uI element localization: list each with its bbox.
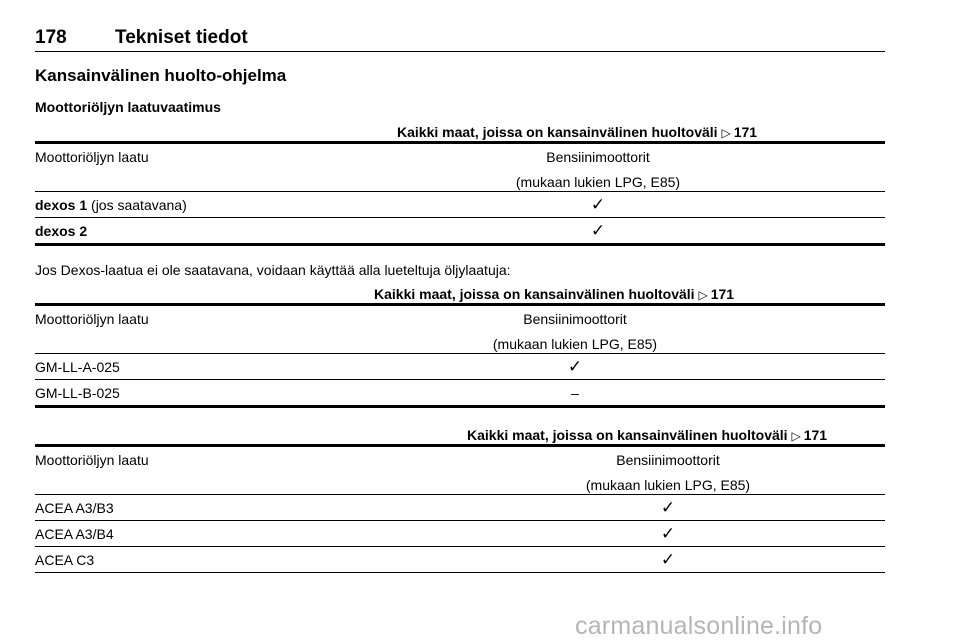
oil-grade: dexos 2 (35, 223, 88, 239)
oil-quality-table-acea (35, 424, 885, 573)
check-icon: ✓ (660, 550, 676, 569)
oil-grade: ACEA A3/B3 (35, 500, 114, 516)
column-header-petrol-engines: Bensiinimoottorit (mukaan lukien LPG, E85) (585, 452, 751, 493)
check-icon: ✓ (660, 524, 676, 543)
table-row (35, 495, 885, 520)
page-reference[interactable]: 171 (733, 124, 758, 140)
arrow-right-icon: ▷ (791, 429, 801, 443)
table-row (35, 380, 885, 405)
column-header-oil-quality: Moottoriöljyn laatu (35, 149, 149, 165)
table-row (35, 192, 885, 217)
oil-grade: ACEA C3 (35, 552, 95, 568)
dash-value: – (571, 385, 579, 401)
table-top-header (35, 424, 885, 444)
alternative-oils-note: Jos Dexos-laatua ei ole saatavana, voidaan käyttää alla lueteltuja öljylaatuja: (35, 262, 511, 278)
column-header-petrol-engines: Bensiinimoottorit (mukaan lukien LPG, E85) (515, 149, 681, 190)
table-header-row (35, 306, 885, 353)
check-icon: ✓ (567, 357, 583, 376)
check-icon: ✓ (590, 221, 606, 240)
section-title: Kansainvälinen huolto-ohjelma (35, 66, 287, 85)
table-top-header-label: Kaikki maat, joissa on kansainvälinen huoltoväli ▷ 171 (374, 286, 735, 302)
column-header-petrol-engines: Bensiinimoottorit (mukaan lukien LPG, E85) (492, 311, 658, 352)
page-reference[interactable]: 171 (803, 427, 828, 443)
page-number: 178 (35, 27, 67, 48)
page-header (35, 27, 885, 52)
arrow-right-icon: ▷ (721, 126, 731, 140)
oil-grade: GM-LL-A-025 (35, 359, 120, 375)
check-icon: ✓ (660, 498, 676, 517)
page-heading: Tekniset tiedot (115, 27, 248, 48)
check-icon: ✓ (590, 195, 606, 214)
oil-quality-table-dexos (35, 121, 885, 246)
table-top-header-label: Kaikki maat, joissa on kansainvälinen huoltoväli ▷ 171 (467, 427, 828, 443)
column-header-oil-quality: Moottoriöljyn laatu (35, 452, 149, 468)
table-row (35, 521, 885, 546)
table-header-row (35, 447, 885, 494)
column-header-oil-quality: Moottoriöljyn laatu (35, 311, 149, 327)
oil-grade: ACEA A3/B4 (35, 526, 114, 542)
table-row (35, 218, 885, 243)
table-top-header (35, 121, 885, 141)
oil-grade: GM-LL-B-025 (35, 385, 120, 401)
oil-grade: dexos 1 (jos saatavana) (35, 197, 187, 213)
table-row (35, 547, 885, 572)
table-top-header (35, 283, 885, 303)
table-row (35, 354, 885, 379)
oil-quality-table-gm (35, 283, 885, 408)
table-header-row (35, 144, 885, 191)
subsection-title: Moottoriöljyn laatuvaatimus (35, 99, 221, 115)
arrow-right-icon: ▷ (698, 288, 708, 302)
table-top-header-label: Kaikki maat, joissa on kansainvälinen huoltoväli ▷ 171 (397, 124, 758, 140)
page-reference[interactable]: 171 (710, 286, 735, 302)
watermark: carmanualsonline.info (575, 612, 823, 640)
